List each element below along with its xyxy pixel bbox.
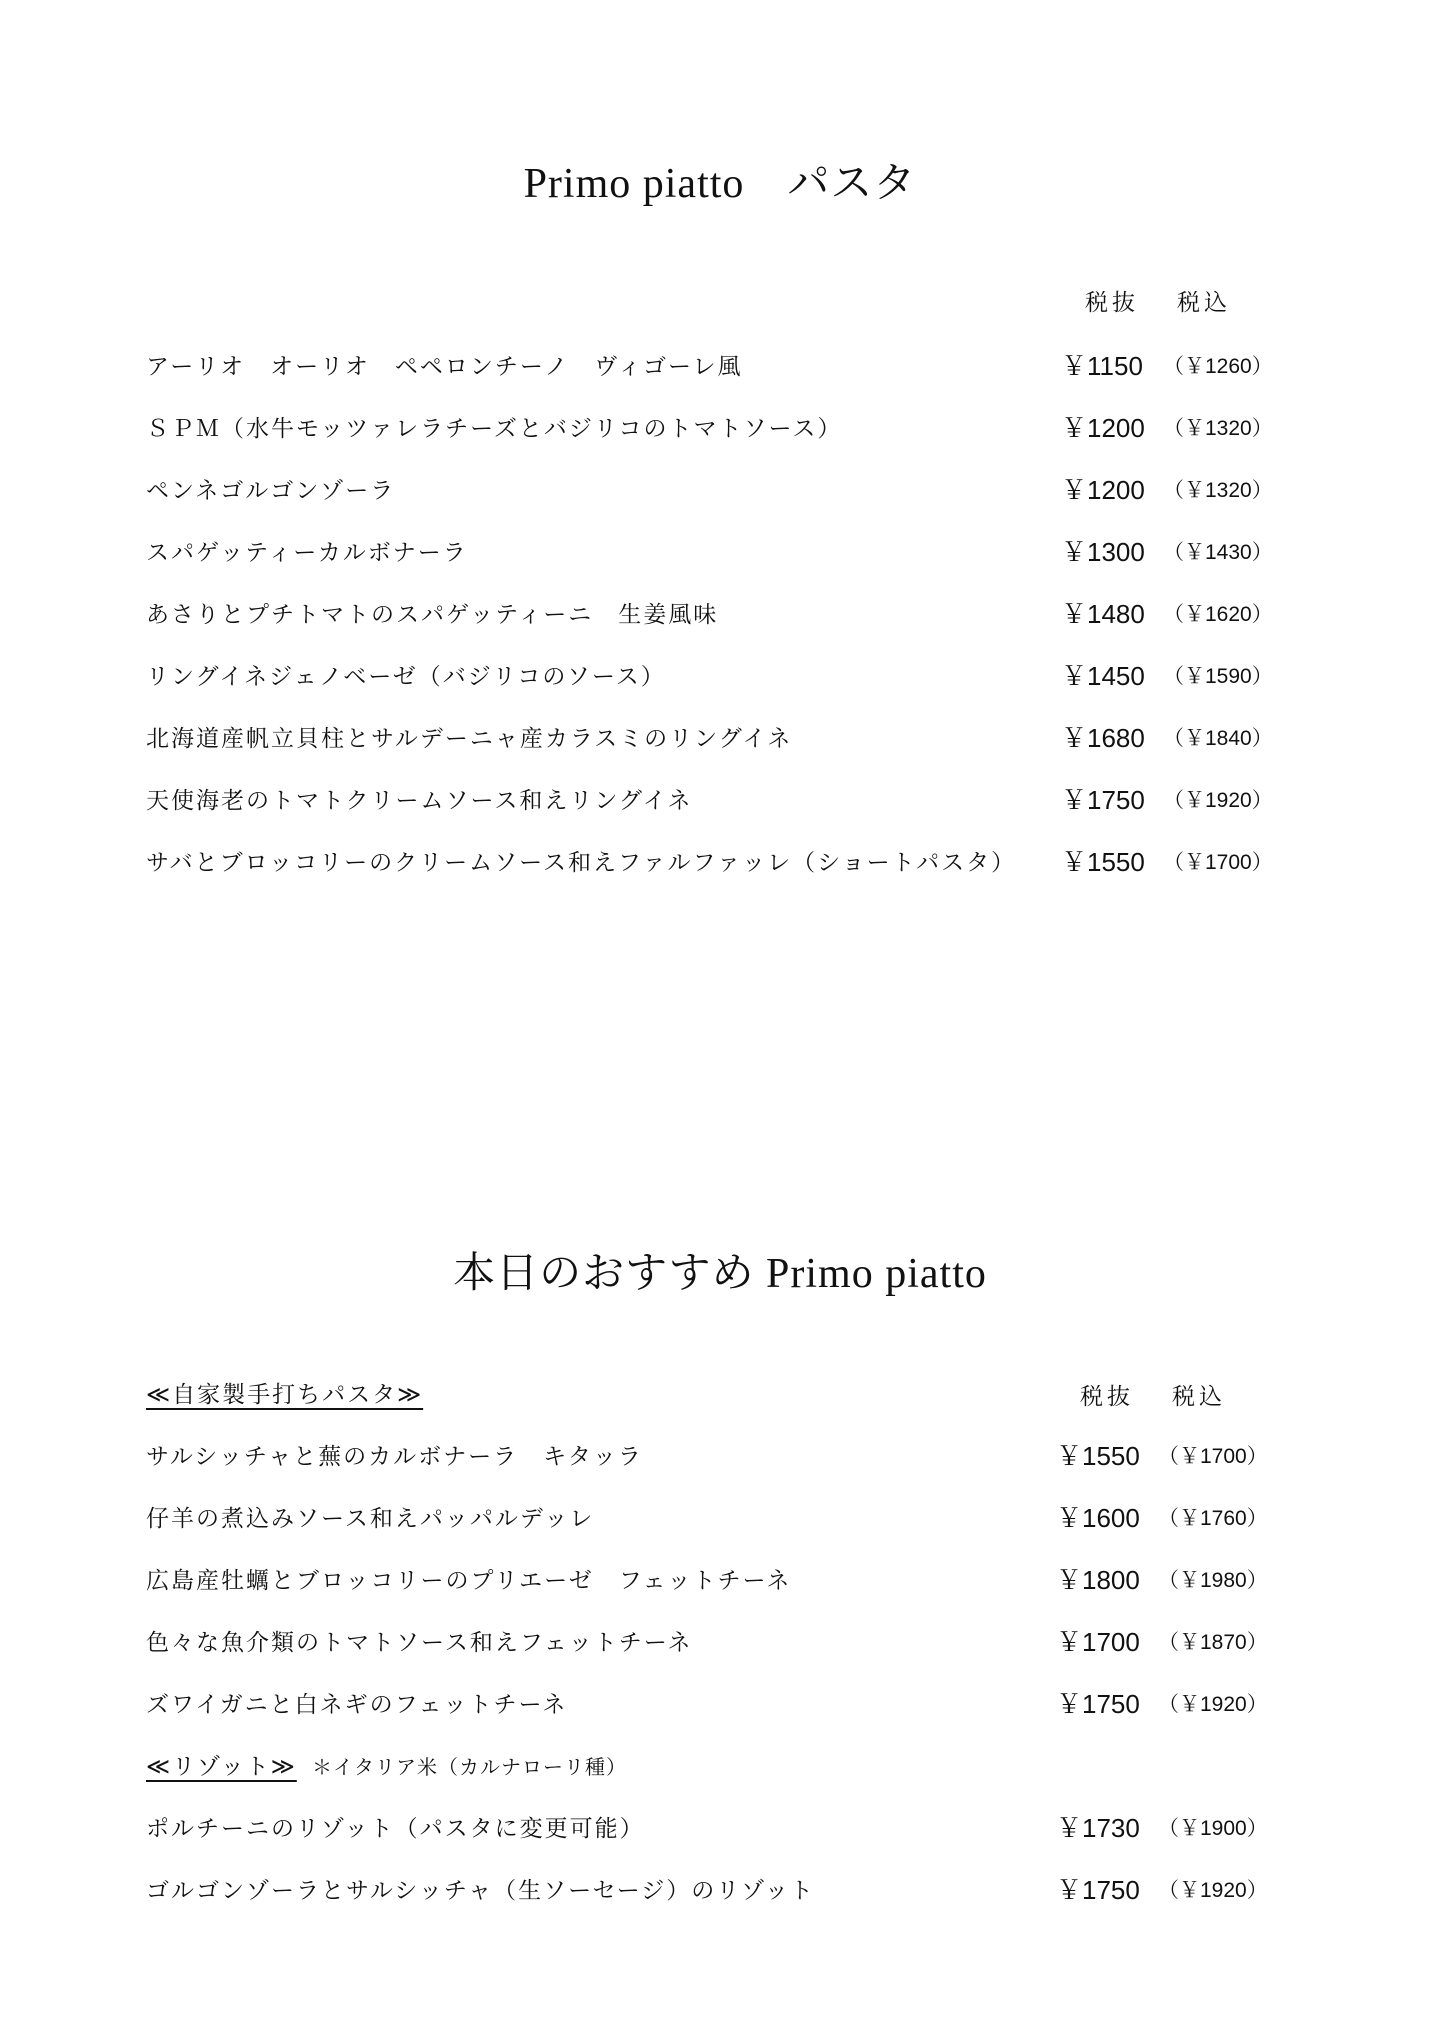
menu-item-name: 色々な魚介類のトマトソース和えフェットチーネ — [146, 1630, 693, 1656]
menu-item-price-incl: （￥1920） — [1158, 1693, 1268, 1716]
menu-item-price: ￥1750 — [1061, 785, 1145, 815]
menu-item-price: ￥1150 — [1061, 351, 1143, 381]
subheading-risotto: ≪リゾット≫ — [146, 1754, 297, 1780]
menu-item-price: ￥1700 — [1056, 1627, 1140, 1657]
column-header-tax-included: 税込 — [1172, 1384, 1226, 1410]
menu-item-price-incl: （￥1870） — [1158, 1631, 1268, 1654]
subheading-handmade-pasta: ≪自家製手打ちパスタ≫ — [146, 1382, 424, 1408]
column-header-tax-excluded: 税抜 — [1085, 290, 1139, 316]
menu-item — [146, 472, 1286, 512]
menu-item-name: 北海道産帆立貝柱とサルデーニャ産カラスミのリングイネ — [146, 726, 793, 752]
menu-item — [146, 1624, 1286, 1664]
menu-item — [146, 782, 1286, 822]
menu-item-price-incl: （￥1320） — [1163, 417, 1273, 440]
menu-item — [146, 658, 1286, 698]
menu-item — [146, 534, 1286, 574]
menu-item-price: ￥1800 — [1056, 1565, 1140, 1595]
menu-item-price: ￥1300 — [1061, 537, 1145, 567]
menu-item — [146, 596, 1286, 636]
column-header-tax-excluded: 税抜 — [1080, 1384, 1134, 1410]
menu-item-price-incl: （￥1760） — [1158, 1507, 1268, 1530]
menu-item-price: ￥1550 — [1061, 847, 1145, 877]
menu-item-name: 仔羊の煮込みソース和えパッパルデッレ — [146, 1506, 595, 1532]
menu-item-price-incl: （￥1980） — [1158, 1569, 1268, 1592]
menu-item — [146, 1500, 1286, 1540]
menu-item-price-incl: （￥1700） — [1163, 851, 1273, 874]
menu-item — [146, 1686, 1286, 1726]
menu-item-price-incl: （￥1900） — [1158, 1817, 1268, 1840]
menu-item-price: ￥1750 — [1056, 1689, 1140, 1719]
menu-item-price: ￥1200 — [1061, 413, 1145, 443]
menu-item-name: ポルチーニのリゾット（パスタに変更可能） — [146, 1816, 645, 1842]
menu-item — [146, 1872, 1286, 1912]
menu-item — [146, 410, 1286, 450]
menu-item-name: リングイネジェノベーゼ（バジリコのソース） — [146, 664, 666, 690]
menu-item-name: あさりとプチトマトのスパゲッティーニ 生姜風味 — [146, 602, 719, 628]
menu-item-price: ￥1450 — [1061, 661, 1145, 691]
menu-item-price: ￥1200 — [1061, 475, 1145, 505]
menu-item-price-incl: （￥1920） — [1158, 1879, 1268, 1902]
menu-item — [146, 1562, 1286, 1602]
menu-item — [146, 844, 1286, 884]
menu-item-price: ￥1550 — [1056, 1441, 1140, 1471]
menu-item-price-incl: （￥1320） — [1163, 479, 1273, 502]
menu-item-price: ￥1680 — [1061, 723, 1145, 753]
menu-item-price: ￥1750 — [1056, 1875, 1140, 1905]
menu-item-name: 天使海老のトマトクリームソース和えリングイネ — [146, 788, 693, 814]
menu-item-price-incl: （￥1920） — [1163, 789, 1273, 812]
menu-item-price-incl: （￥1620） — [1163, 603, 1273, 626]
menu-item-price-incl: （￥1840） — [1163, 727, 1273, 750]
menu-item-price-incl: （￥1260） — [1163, 355, 1273, 378]
column-header-tax-included: 税込 — [1177, 290, 1231, 316]
menu-item-name: ペンネゴルゴンゾーラ — [146, 478, 396, 504]
menu-item-price: ￥1480 — [1061, 599, 1145, 629]
menu-item — [146, 720, 1286, 760]
menu-item-name: ゴルゴンゾーラとサルシッチャ（生ソーセージ）のリゾット — [146, 1878, 815, 1904]
risotto-rice-note: ＊イタリア米（カルナローリ種） — [312, 1755, 627, 1779]
menu-item-price-incl: （￥1590） — [1163, 665, 1273, 688]
menu-item-price: ￥1730 — [1056, 1813, 1140, 1843]
section-title-pasta: Primo piatto パスタ — [523, 161, 917, 207]
menu-item-name: スパゲッティーカルボナーラ — [146, 540, 468, 566]
menu-item-name: ズワイガニと白ネギのフェットチーネ — [146, 1692, 568, 1718]
menu-item — [146, 1438, 1286, 1478]
menu-item-price-incl: （￥1430） — [1163, 541, 1273, 564]
menu-item-price: ￥1600 — [1056, 1503, 1140, 1533]
menu-item-name: サバとブロッコリーのクリームソース和えファルファッレ（ショートパスタ） — [146, 850, 1017, 876]
menu-item-name: アーリオ オーリオ ペペロンチーノ ヴィゴーレ風 — [146, 354, 743, 380]
menu-item-price-incl: （￥1700） — [1158, 1445, 1268, 1468]
menu-item-name: 広島産牡蠣とブロッコリーのプリエーゼ フェットチーネ — [146, 1568, 792, 1594]
menu-item — [146, 1810, 1286, 1850]
menu-item-name: ＳＰＭ（水牛モッツァレラチーズとバジリコのトマトソース） — [146, 416, 843, 442]
menu-item — [146, 348, 1286, 388]
section-title-recommended: 本日のおすすめ Primo piatto — [453, 1251, 987, 1297]
menu-item-name: サルシッチャと蕪のカルボナーラ キタッラ — [146, 1444, 643, 1470]
